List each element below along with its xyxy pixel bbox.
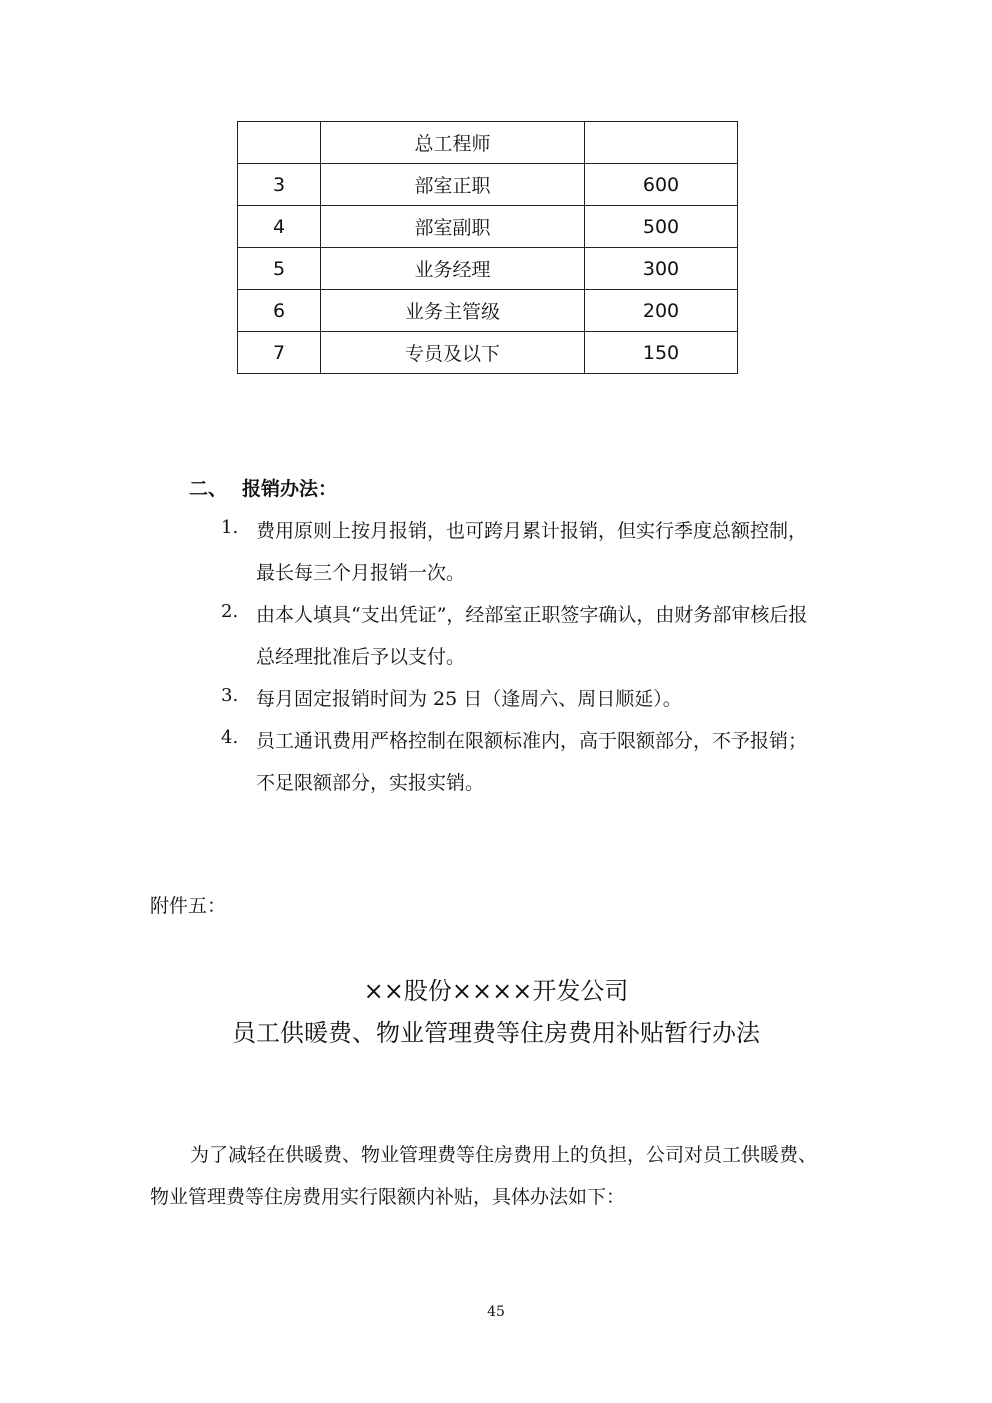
row-amount: 200: [585, 290, 738, 332]
row-amount: 150: [585, 332, 738, 374]
list-item-text: 最长每三个月报销一次。: [256, 562, 466, 584]
list-item-number: 3.: [221, 685, 239, 706]
row-title: 专员及以下: [321, 332, 585, 374]
row-title: 总工程师: [321, 122, 585, 164]
table-row: [238, 164, 738, 206]
row-title: 部室副职: [321, 206, 585, 248]
row-title: 业务主管级: [321, 290, 585, 332]
row-amount: 500: [585, 206, 738, 248]
row-title: 部室正职: [321, 164, 585, 206]
list-item-text: 总经理批准后予以支付。: [256, 646, 466, 668]
row-title: 业务经理: [321, 248, 585, 290]
list-item-text: 员工通讯费用严格控制在限额标准内，高于限额部分，不予报销；: [256, 730, 808, 752]
row-number: [238, 122, 321, 164]
section-heading: 报销办法：: [242, 478, 338, 500]
row-number: 7: [238, 332, 321, 374]
row-number: 4: [238, 206, 321, 248]
table-row: [238, 206, 738, 248]
row-amount: [585, 122, 738, 164]
list-item-number: 4.: [221, 727, 239, 748]
section-number: 二、: [189, 478, 228, 500]
page-number: 45: [487, 1304, 505, 1320]
attachment-label: 附件五：: [150, 895, 227, 917]
list-item-text: 费用原则上按月报销，也可跨月累计报销，但实行季度总额控制，: [256, 520, 808, 542]
list-item-text: 不足限额部分，实报实销。: [256, 772, 485, 794]
doc-title-main: 员工供暖费、物业管理费等住房费用补贴暂行办法: [232, 1019, 760, 1047]
table-row: [238, 332, 738, 374]
allowance-table: [237, 121, 738, 374]
row-number: 5: [238, 248, 321, 290]
doc-title-company: ××股份××××开发公司: [363, 977, 629, 1005]
row-amount: 300: [585, 248, 738, 290]
row-number: 3: [238, 164, 321, 206]
intro-text: 为了减轻在供暖费、物业管理费等住房费用上的负担，公司对员工供暖费、: [190, 1144, 818, 1166]
list-item-number: 1.: [221, 517, 239, 538]
intro-text: 物业管理费等住房费用实行限额内补贴，具体办法如下：: [150, 1186, 626, 1208]
list-item-text: 由本人填具“支出凭证”，经部室正职签字确认，由财务部审核后报: [256, 604, 808, 626]
row-amount: 600: [585, 164, 738, 206]
row-number: 6: [238, 290, 321, 332]
list-item-number: 2.: [221, 601, 239, 622]
table-row: [238, 290, 738, 332]
list-item-text: 每月固定报销时间为 25 日（逢周六、周日顺延）。: [256, 688, 682, 710]
table-row: [238, 122, 738, 164]
table-row: [238, 248, 738, 290]
